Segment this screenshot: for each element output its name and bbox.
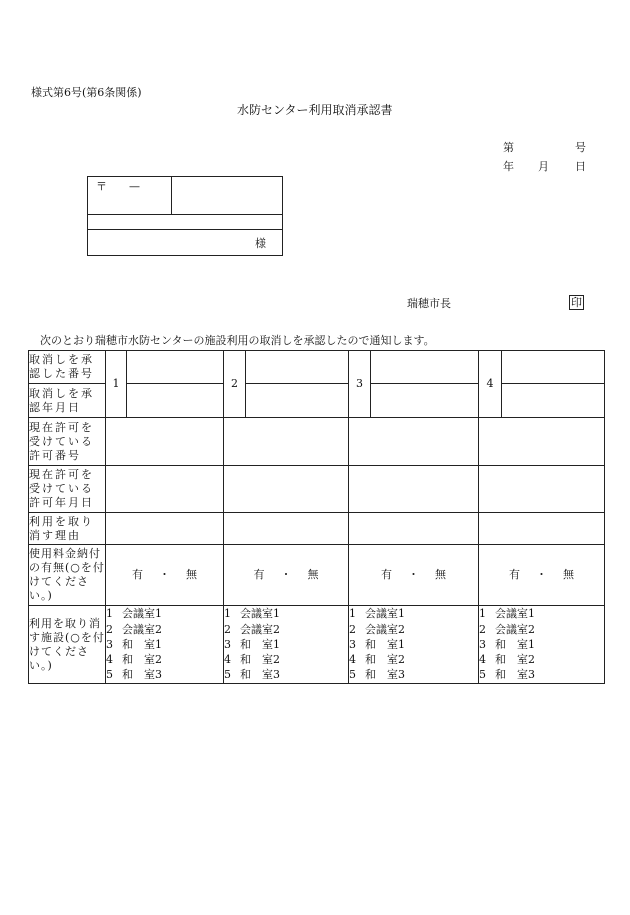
number-go-label: 号	[575, 141, 586, 154]
permit-number-cell-1	[106, 418, 224, 466]
date-day-label: 日	[575, 160, 586, 173]
facility-option: 5 和 室3	[224, 668, 280, 682]
col-number-4: 4	[479, 351, 502, 418]
cancel-date-cell-2	[246, 384, 349, 418]
cancel-date-cell-1	[127, 384, 224, 418]
facility-option: 1 会議室1	[479, 607, 535, 621]
reason-cell-3	[349, 513, 479, 545]
fee-choice-4: 有 ・ 無	[479, 545, 605, 606]
cancel-number-cell-4	[502, 351, 605, 384]
facility-option: 3 和 室1	[106, 637, 162, 651]
permit-number-cell-2	[224, 418, 349, 466]
reason-cell-1	[106, 513, 224, 545]
fee-paid-label: 使用料金納付の有無(○を付けてください。)	[29, 545, 106, 606]
col-number-2: 2	[224, 351, 246, 418]
facility-option: 4 和 室2	[224, 653, 280, 667]
cancel-date-cell-4	[502, 384, 605, 418]
facility-option: 2 会議室2	[224, 622, 280, 636]
col-number-3: 3	[349, 351, 371, 418]
reason-cell-2	[224, 513, 349, 545]
permit-number-cell-4	[479, 418, 605, 466]
form-label: 様式第6号(第6条関係)	[31, 86, 142, 99]
permit-number-label: 現在許可を受けている許可番号	[29, 418, 106, 466]
fee-choice-1: 有 ・ 無	[106, 545, 224, 606]
facility-list-1	[106, 606, 224, 684]
cancel-date-label: 取消しを承認年月日	[29, 384, 106, 418]
permit-date-label: 現在許可を受けている許可年月日	[29, 466, 106, 513]
facility-list-4	[479, 606, 605, 684]
permit-date-cell-2	[224, 466, 349, 513]
permit-date-cell-3	[349, 466, 479, 513]
facility-option: 3 和 室1	[349, 637, 405, 651]
facility-option: 3 和 室1	[479, 637, 535, 651]
reason-cell-4	[479, 513, 605, 545]
cancel-number-label: 取消しを承認した番号	[29, 351, 106, 384]
cancel-number-cell-2	[246, 351, 349, 384]
postal-dash: —	[129, 180, 140, 193]
recipient-sama: 様	[255, 237, 266, 250]
facility-option: 2 会議室2	[479, 622, 535, 636]
fee-choice-3: 有 ・ 無	[349, 545, 479, 606]
facility-list-2	[224, 606, 349, 684]
facility-option: 4 和 室2	[106, 653, 162, 667]
cancel-number-cell-3	[371, 351, 479, 384]
facility-option: 2 会議室2	[349, 622, 405, 636]
permit-date-cell-4	[479, 466, 605, 513]
fee-choice-2: 有 ・ 無	[224, 545, 349, 606]
facility-option: 5 和 室3	[479, 668, 535, 682]
facility-option: 3 和 室1	[224, 637, 280, 651]
cancel-number-cell-1	[127, 351, 224, 384]
permit-number-cell-3	[349, 418, 479, 466]
intro-text: 次のとおり瑞穂市水防センターの施設利用の取消しを承認したので通知します。	[40, 334, 435, 347]
reason-label: 利用を取り消す理由	[29, 513, 106, 545]
facility-option: 5 和 室3	[106, 668, 162, 682]
facility-list-3	[349, 606, 479, 684]
number-dai-label: 第	[503, 141, 514, 154]
date-month-label: 月	[538, 160, 549, 173]
seal-mark: 印	[571, 296, 582, 309]
date-year-label: 年	[503, 160, 514, 173]
facility-label: 利用を取り消す施設(○を付けてください。)	[29, 606, 106, 684]
cancellation-table	[28, 350, 605, 684]
postal-mark: 〒	[96, 180, 107, 193]
facility-option: 1 会議室1	[106, 607, 162, 621]
col-number-1: 1	[106, 351, 127, 418]
facility-option: 1 会議室1	[349, 607, 405, 621]
issuer-name: 瑞穂市長	[407, 297, 451, 310]
facility-option: 2 会議室2	[106, 622, 162, 636]
recipient-address-box	[87, 176, 283, 256]
permit-date-cell-1	[106, 466, 224, 513]
facility-option: 4 和 室2	[479, 653, 535, 667]
facility-option: 1 会議室1	[224, 607, 280, 621]
facility-option: 4 和 室2	[349, 653, 405, 667]
document-title: 水防センター利用取消承認書	[237, 103, 393, 117]
facility-option: 5 和 室3	[349, 668, 405, 682]
cancel-date-cell-3	[371, 384, 479, 418]
